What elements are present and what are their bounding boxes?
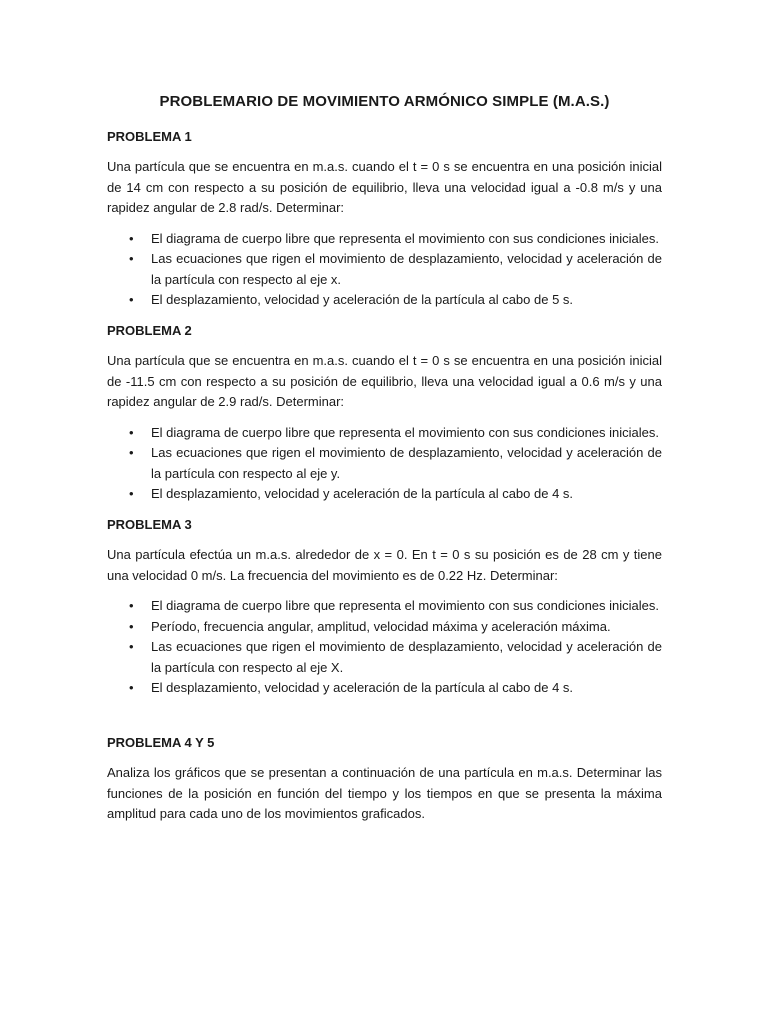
list-item xyxy=(107,229,662,250)
bullet-icon: • xyxy=(129,230,134,246)
problem-3-section xyxy=(107,515,662,699)
list-item xyxy=(107,617,662,638)
bullet-icon: • xyxy=(129,618,134,634)
problem-2-section xyxy=(107,321,662,505)
list-item xyxy=(107,678,662,699)
list-item-text: Las ecuaciones que rigen el movimiento de desplazamiento, velocidad y aceleración de la partícula con respecto al eje x. xyxy=(151,251,662,287)
problem-2-list xyxy=(107,423,662,505)
document-title: PROBLEMARIO DE MOVIMIENTO ARMÓNICO SIMPLE (M.A.S.) xyxy=(159,93,610,110)
list-item-text: El desplazamiento, velocidad y aceleración de la partícula al cabo de 4 s. xyxy=(151,486,574,501)
list-item xyxy=(107,443,662,484)
bullet-icon: • xyxy=(129,292,134,307)
list-item xyxy=(107,637,662,678)
bullet-icon: • xyxy=(129,424,134,440)
problem-1-heading: PROBLEMA 1 xyxy=(107,128,192,144)
list-item xyxy=(107,484,662,505)
list-item xyxy=(107,290,662,311)
section-spacer xyxy=(107,709,662,733)
problem-3-list xyxy=(107,596,662,699)
bullet-icon: • xyxy=(129,251,134,266)
bullet-icon: • xyxy=(129,445,134,460)
problem-2-heading: PROBLEMA 2 xyxy=(107,322,192,338)
problem-4-5-statement: Analiza los gráficos que se presentan a continuación de una partícula en m.a.s. Determinar las funciones de la posición en función del tiempo y los tiempos en que se presenta la máxima amplitud para cada uno de los movimientos graficados. xyxy=(107,765,662,821)
list-item-text: El diagrama de cuerpo libre que representa el movimiento con sus condiciones iniciales. xyxy=(151,230,659,246)
list-item-text: El desplazamiento, velocidad y aceleración de la partícula al cabo de 5 s. xyxy=(151,292,574,307)
problem-1-list xyxy=(107,229,662,311)
problem-1-section xyxy=(107,127,662,311)
problem-3-heading: PROBLEMA 3 xyxy=(107,516,192,532)
list-item xyxy=(107,596,662,617)
problem-1-statement: Una partícula que se encuentra en m.a.s. cuando el t = 0 s se encuentra en una posición inicial de 14 cm con respecto a su posición de equilibrio, lleva una velocidad igual a -0.8 m/s y una rapidez angular de 2.8 rad/s. Determinar: xyxy=(107,159,662,215)
bullet-icon: • xyxy=(129,639,134,654)
list-item-text: El diagrama de cuerpo libre que representa el movimiento con sus condiciones iniciales. xyxy=(151,424,659,440)
list-item-text: El desplazamiento, velocidad y aceleración de la partícula al cabo de 4 s. xyxy=(151,680,574,695)
problem-3-statement: Una partícula efectúa un m.a.s. alrededor de x = 0. En t = 0 s su posición es de 28 cm y tiene una velocidad 0 m/s. La frecuencia del movimiento es de 0.22 Hz. Determinar: xyxy=(107,547,662,583)
list-item-text: Período, frecuencia angular, amplitud, velocidad máxima y aceleración máxima. xyxy=(151,618,611,634)
bullet-icon: • xyxy=(129,486,134,501)
list-item xyxy=(107,423,662,444)
problem-4-5-section xyxy=(107,733,662,825)
list-item xyxy=(107,249,662,290)
bullet-icon: • xyxy=(129,680,134,695)
document-page xyxy=(107,92,662,835)
list-item-text: Las ecuaciones que rigen el movimiento de desplazamiento, velocidad y aceleración de la partícula con respecto al eje X. xyxy=(151,639,662,675)
list-item-text: Las ecuaciones que rigen el movimiento de desplazamiento, velocidad y aceleración de la partícula con respecto al eje y. xyxy=(151,445,662,481)
list-item-text: El diagrama de cuerpo libre que representa el movimiento con sus condiciones iniciales. xyxy=(151,598,659,613)
problem-2-statement: Una partícula que se encuentra en m.a.s. cuando el t = 0 s se encuentra en una posición inicial de -11.5 cm con respecto a su posición de equilibrio, lleva una velocidad igual a 0.6 m/s y una rapidez angular de 2.9 rad/s. Determinar: xyxy=(107,353,662,409)
problem-4-5-heading: PROBLEMA 4 Y 5 xyxy=(107,734,215,750)
bullet-icon: • xyxy=(129,598,134,613)
